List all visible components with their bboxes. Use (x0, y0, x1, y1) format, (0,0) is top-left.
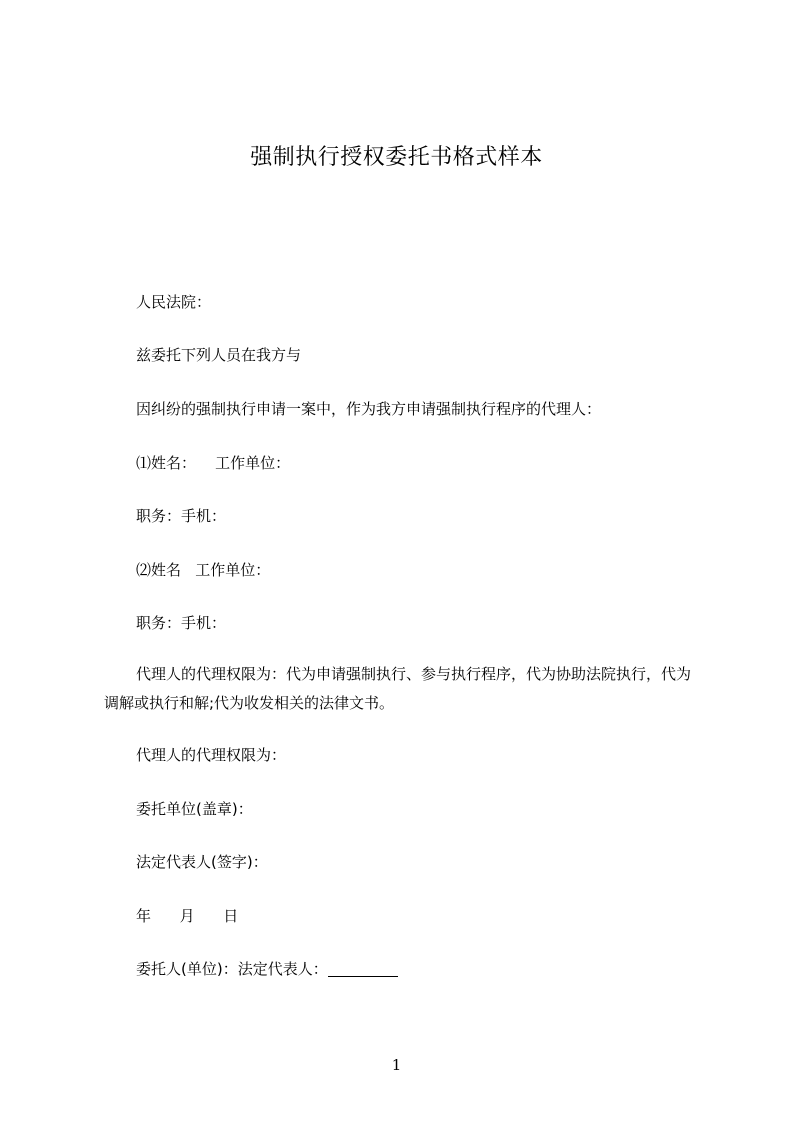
court-line: 人民法院： (136, 293, 212, 311)
legal-rep-sign-line: 法定代表人(签字)： (136, 853, 268, 871)
job2-line: 职务：手机： (136, 614, 227, 632)
signature-blank (328, 961, 398, 977)
authority2-line: 代理人的代理权限为： (136, 746, 287, 764)
principal-line (136, 958, 398, 979)
authority-paragraph-text: 代理人的代理权限为：代为申请强制执行、参与执行程序，代为协助法院执行，代为调解或执行和解;代为收发相关的法律文书。 (104, 665, 692, 712)
job1-line: 职务：手机： (136, 507, 227, 525)
person1-line: ⑴姓名： 工作单位： (136, 454, 291, 472)
principal-text: 委托人(单位)：法定代表人： (136, 960, 328, 978)
page-number: 1 (391, 1056, 402, 1074)
date-line: 年 月 日 (136, 907, 239, 925)
entrust-line: 兹委托下列人员在我方与 (136, 346, 302, 364)
case-line: 因纠纷的强制执行申请一案中，作为我方申请强制执行程序的代理人： (136, 400, 602, 418)
authority-paragraph (104, 660, 694, 718)
document-title: 强制执行授权委托书格式样本 (250, 145, 543, 170)
person2-line: ⑵姓名 工作单位： (136, 561, 271, 579)
unit-seal-line: 委托单位(盖章)： (136, 800, 253, 818)
